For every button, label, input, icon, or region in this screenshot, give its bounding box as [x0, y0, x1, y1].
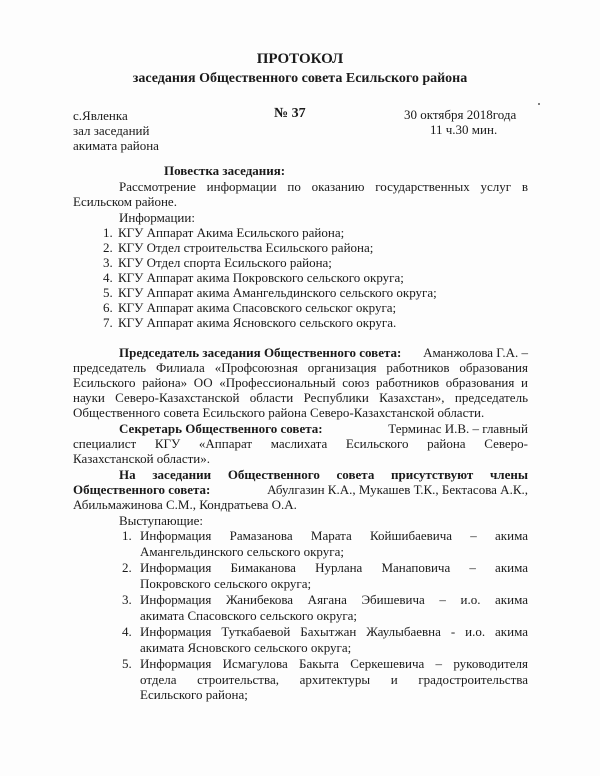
members-line — [73, 482, 528, 498]
speaker-number: 4. — [122, 624, 132, 639]
document-subtitle: заседания Общественного совета Есильского района — [132, 71, 468, 86]
speaker-item — [122, 624, 528, 655]
chair-line — [119, 345, 528, 361]
protocol-number: № 37 — [274, 106, 306, 121]
secretary-label: Секретарь Общественного совета: — [119, 421, 323, 436]
speaker-text: Покровского сельского округа; — [140, 575, 312, 591]
item-number: 5. — [103, 285, 113, 300]
members-names: Абильмажинова С.М., Кондратьева О.А. — [73, 497, 297, 512]
speakers-heading: Выступающие: — [119, 513, 203, 528]
speaker-number: 3. — [122, 592, 132, 607]
item-text: КГУ Аппарат Акима Есильского района; — [118, 225, 345, 240]
speaker-item — [122, 528, 528, 559]
meeting-time: 11 ч.30 мин. — [430, 122, 498, 137]
item-text: КГУ Аппарат акима Ясновского сельского округа. — [118, 315, 397, 330]
agenda-text: Есильском районе. — [73, 194, 177, 209]
item-number: 4. — [103, 270, 113, 285]
agenda-heading: Повестка заседания: — [164, 163, 286, 178]
chair-text: председатель Филиала «Профсоюзная организация работников образования — [73, 360, 528, 375]
agenda-item — [103, 285, 437, 301]
meeting-date: 30 октября 2018года — [404, 107, 517, 122]
chair-text: науки Северо-Казахстанской области Республики Казахстан», председатель — [73, 390, 528, 405]
speaker-number: 5. — [122, 656, 132, 671]
info-label: Информации: — [119, 210, 195, 225]
speaker-item — [122, 560, 528, 591]
place-line: зал заседаний — [73, 123, 150, 138]
speaker-item — [122, 656, 528, 703]
chair-label: Председатель заседания Общественного совета: — [119, 345, 402, 360]
document-title: ПРОТОКОЛ — [256, 51, 344, 67]
item-number: 3. — [103, 255, 113, 270]
secretary-name: Терминас И.В. – главный — [388, 421, 528, 436]
item-number: 2. — [103, 240, 113, 255]
item-number: 6. — [103, 300, 113, 315]
speaker-text: отдела строительства, архитектуры и градостроительства — [140, 671, 528, 687]
agenda-text: Рассмотрение информации по оказанию государственных услуг в — [119, 179, 528, 194]
secretary-text: специалист КГУ «Аппарат маслихата Есильского района Северо- — [73, 436, 528, 451]
agenda-item — [103, 240, 373, 256]
agenda-item — [103, 270, 404, 286]
item-text: КГУ Аппарат акима Амангельдинского сельского округа; — [118, 285, 437, 300]
speaker-text: Информация Туткабаевой Бахытжан Жаулыбаевна - и.о. акима — [140, 624, 528, 639]
chair-text: Общественного совета Есильского района Северо-Казахстанской области. — [73, 405, 485, 420]
secretary-text: Казахстанской области». — [73, 451, 210, 466]
speaker-text: Информация Жанибекова Аягана Эбишевича – и.о. акима — [140, 592, 528, 607]
speaker-text: Информация Рамазанова Марата Койшибаевича – акима — [140, 528, 528, 543]
speaker-item — [122, 592, 528, 623]
members-label: На заседании Общественного совета присутствуют члены — [119, 467, 528, 482]
agenda-item — [103, 225, 344, 241]
speaker-text: Информация Исмагулова Бакыта Серкешевича – руководителя — [140, 656, 528, 671]
item-text: КГУ Аппарат акима Спасовского сельског округа; — [118, 300, 397, 315]
members-label-cont: Общественного совета: — [73, 482, 211, 497]
item-number: 7. — [103, 315, 113, 330]
item-text: КГУ Аппарат акима Покровского сельского округа; — [118, 270, 404, 285]
speaker-text: Информация Бимаканова Нурлана Манаповича – акима — [140, 560, 528, 575]
speaker-text: акимата Ясновского сельского округа; — [140, 639, 352, 655]
agenda-item — [103, 300, 396, 316]
chair-text: Есильского района» ОО «Профессиональный союз работников образования и — [73, 375, 528, 390]
item-text: КГУ Отдел строительства Есильского района; — [118, 240, 374, 255]
speaker-text: Амангельдинского сельского округа; — [140, 543, 344, 559]
place-line: с.Явленка — [73, 108, 128, 123]
secretary-line — [119, 421, 528, 437]
speaker-text: Есильского района; — [140, 687, 248, 702]
place-line: акимата района — [73, 138, 159, 153]
chair-name: Аманжолова Г.А. – — [423, 345, 528, 360]
scan-dot — [538, 103, 540, 105]
agenda-item — [103, 315, 396, 331]
speaker-number: 2. — [122, 560, 132, 575]
speaker-number: 1. — [122, 528, 132, 543]
agenda-item — [103, 255, 332, 271]
members-names: Абулгазин К.А., Мукашев Т.К., Бектасова А.К., — [267, 482, 528, 497]
speaker-text: акимата Спасовского сельского округа; — [140, 607, 358, 623]
item-text: КГУ Отдел спорта Есильского района; — [118, 255, 332, 270]
item-number: 1. — [103, 225, 113, 240]
